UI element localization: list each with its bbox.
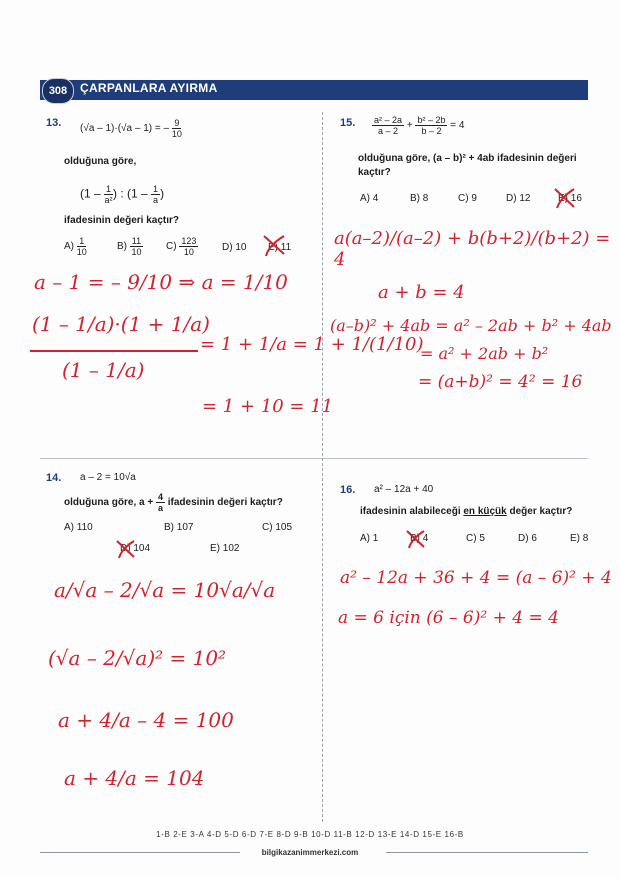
q15-answer-mark-icon [552,186,578,210]
q15-option-c-text: 9 [471,193,477,204]
q15-f2-den: b – 2 [421,126,442,136]
q16-option-d[interactable] [518,533,537,544]
q14-handwriting-line-2: (√a – 2/√a)² = 10² [48,646,227,670]
q15-option-e-text: 16 [570,193,582,204]
q15-option-b[interactable] [410,193,428,204]
q16-handwriting-line-2: a = 6 için (6 – 6)² + 4 = 4 [338,608,559,628]
q14-option-e-letter: E) [210,543,220,554]
q13-c-num: 123 [181,236,197,246]
q16-answer-mark-icon [404,528,428,550]
q13-f2-den: a [153,195,159,205]
q15-handwriting-line-4: = a² + 2ab + b² [420,344,549,363]
question-15-question: olduğuna göre, (a – b)² + 4ab ifadesinin değeri kaçtır? [358,153,577,178]
q13-f1-den: a² [104,195,113,205]
section-rule [40,458,588,459]
q16-option-c-text: 5 [479,533,485,544]
q15-option-a[interactable] [360,193,378,204]
q14-option-c-text: 105 [275,522,293,533]
question-14-number: 14. [46,472,62,484]
column-divider [322,112,323,822]
q13-option-c[interactable] [166,236,198,257]
q13-c-den: 10 [183,247,194,257]
q15-option-e-letter: E) [558,193,568,204]
q15-plus: + [406,120,413,132]
q14-option-d-letter: D) [120,543,131,554]
q15-fraction-2 [415,115,447,136]
q14-option-a[interactable] [64,522,93,533]
q13-handwriting-line-3: = 1 + 1/a = 1 + 1/(1/10) [200,334,424,355]
q14-handwriting-line-1: a/√a – 2/√a = 10√a/√a [54,578,276,602]
q13-option-d-text: 10 [235,242,247,253]
q13-factor-left: (1 – [80,186,105,201]
q13-option-a[interactable] [64,236,87,257]
q13-a-num: 1 [79,236,85,246]
question-14-question [64,492,283,513]
question-16-question [360,506,572,517]
q14-question-fraction [156,492,165,513]
q13-expr-fraction [172,118,182,139]
q13-expr-left: (√a – 1)·(√a – 1) = – [80,123,170,135]
q15-option-c-letter: C) [458,193,469,204]
q16-option-c[interactable] [466,533,485,544]
q16-option-b-letter: B) [410,533,420,544]
q13-f1-num: 1 [106,184,112,194]
q13-option-b-letter: B) [117,241,127,253]
q15-f1-num: a² – 2a [374,115,403,125]
q15-option-a-letter: A) [360,193,370,204]
q14-option-e-text: 102 [222,543,240,554]
q15-f1-den: a – 2 [378,126,399,136]
q15-handwriting-line-1: a(a–2)/(a–2) + b(b+2)/(b+2) = 4 [334,228,611,270]
q15-handwriting-line-3: (a–b)² + 4ab = a² – 2ab + b² + 4ab [330,316,612,335]
q14-question-pre: olduğuna göre, a + [64,497,154,509]
q15-option-d-text: 12 [519,193,531,204]
q13-option-b[interactable] [117,236,143,257]
q14-option-a-letter: A) [64,522,74,533]
q13-option-b-fraction [130,236,143,257]
q13-option-d[interactable] [222,242,246,253]
q16-option-e-text: 8 [582,533,589,544]
q14-option-e[interactable] [210,543,239,554]
answer-key: 1-B 2-E 3-A 4-D 5-D 6-D 7-E 8-D 9-B 10-D 11-B 12-D 13-E 14-D 15-E 16-B [156,830,464,839]
q13-expr-num: 9 [174,118,180,128]
q15-rhs: = 4 [450,120,465,132]
q15-option-b-text: 8 [422,193,429,204]
q13-factor-fraction-1 [104,184,113,205]
question-13-factor-expression [80,184,164,205]
q13-f2-num: 1 [153,184,159,194]
question-13-condition: olduğuna göre, [64,156,137,167]
q13-factor-end: ) [160,186,165,201]
q14-frac-den: a [157,503,163,513]
q15-option-a-text: 4 [372,193,379,204]
question-15-expression [372,115,464,136]
website-url: bilgikazanimmerkezi.com [261,848,359,857]
q14-option-d-text: 104 [133,543,151,554]
q16-option-e-letter: E) [570,533,580,544]
q14-frac-num: 4 [157,492,163,502]
question-13-expression [80,118,182,139]
q13-answer-mark-icon [260,232,290,258]
chapter-title: ÇARPANLARA AYIRMA [80,81,218,95]
q16-option-d-letter: D) [518,533,529,544]
q13-factor-mid: ) : (1 – [113,186,152,201]
q13-option-c-letter: C) [166,241,177,253]
q16-handwriting-line-1: a² – 12a + 36 + 4 = (a – 6)² + 4 [340,568,612,588]
q13-fraction-bar [30,350,198,352]
q14-option-c[interactable] [262,522,292,533]
q16-question-emphasis: en küçük [463,506,507,517]
q13-b-den: 10 [131,247,142,257]
q16-option-b-text: 4 [422,533,429,544]
q13-handwriting-line-1: a – 1 = – 9/10 ⇒ a = 1/10 [34,270,288,294]
q15-option-d-letter: D) [506,193,517,204]
q14-option-b[interactable] [164,522,193,533]
q16-question-post: değer kaçtır? [509,506,573,517]
q14-handwriting-line-3: a + 4/a – 4 = 100 [58,708,234,732]
question-15-number: 15. [340,117,356,129]
question-16-expression: a² – 12a + 40 [374,484,434,495]
q16-option-c-letter: C) [466,533,477,544]
q15-option-d[interactable] [506,193,530,204]
q16-option-a[interactable] [360,533,378,544]
q14-question-post: ifadesinin değeri kaçtır? [167,497,283,509]
q15-handwriting-line-5: = (a+b)² = 4² = 16 [418,372,583,392]
question-14-expression: a – 2 = 10√a [80,472,136,483]
q15-fraction-1 [372,115,404,136]
q15-handwriting-line-2: a + b = 4 [378,282,465,303]
page-number-badge: 308 [42,78,74,104]
question-13-number: 13. [46,117,62,129]
q14-answer-mark-icon [114,538,138,560]
q15-option-b-letter: B) [410,193,420,204]
q13-a-den: 10 [76,247,87,257]
question-13-question: ifadesinin değeri kaçtır? [64,215,180,226]
q14-option-b-text: 107 [176,522,194,533]
q13-expr-den: 10 [171,129,182,139]
question-16-number: 16. [340,484,356,496]
q14-option-b-letter: B) [164,522,174,533]
q14-option-a-text: 110 [76,522,93,533]
q13-handwriting-line-4: (1 – 1/a) [62,358,145,382]
q13-handwriting-line-2: (1 – 1/a)·(1 + 1/a) [32,312,210,336]
q16-option-a-letter: A) [360,533,370,544]
q16-option-a-text: 1 [372,533,379,544]
q15-f2-num: b² – 2b [417,115,446,125]
q13-factor-fraction-2 [151,184,160,205]
q13-b-num: 11 [131,236,142,246]
q14-handwriting-line-4: a + 4/a = 104 [64,766,205,790]
q15-option-c[interactable] [458,193,477,204]
q13-option-a-fraction [77,236,87,257]
q13-option-d-letter: D) [222,242,233,253]
q16-option-e[interactable] [570,533,588,544]
q16-question-pre: ifadesinin alabileceği [360,506,461,517]
q13-option-a-letter: A) [64,241,74,253]
q14-option-c-letter: C) [262,522,273,533]
q13-option-e-text: 11 [280,242,292,253]
q13-option-e-letter: E) [268,242,278,253]
q16-option-d-text: 6 [531,533,537,544]
q13-option-c-fraction [179,236,198,257]
q13-handwriting-line-5: = 1 + 10 = 11 [202,396,334,417]
